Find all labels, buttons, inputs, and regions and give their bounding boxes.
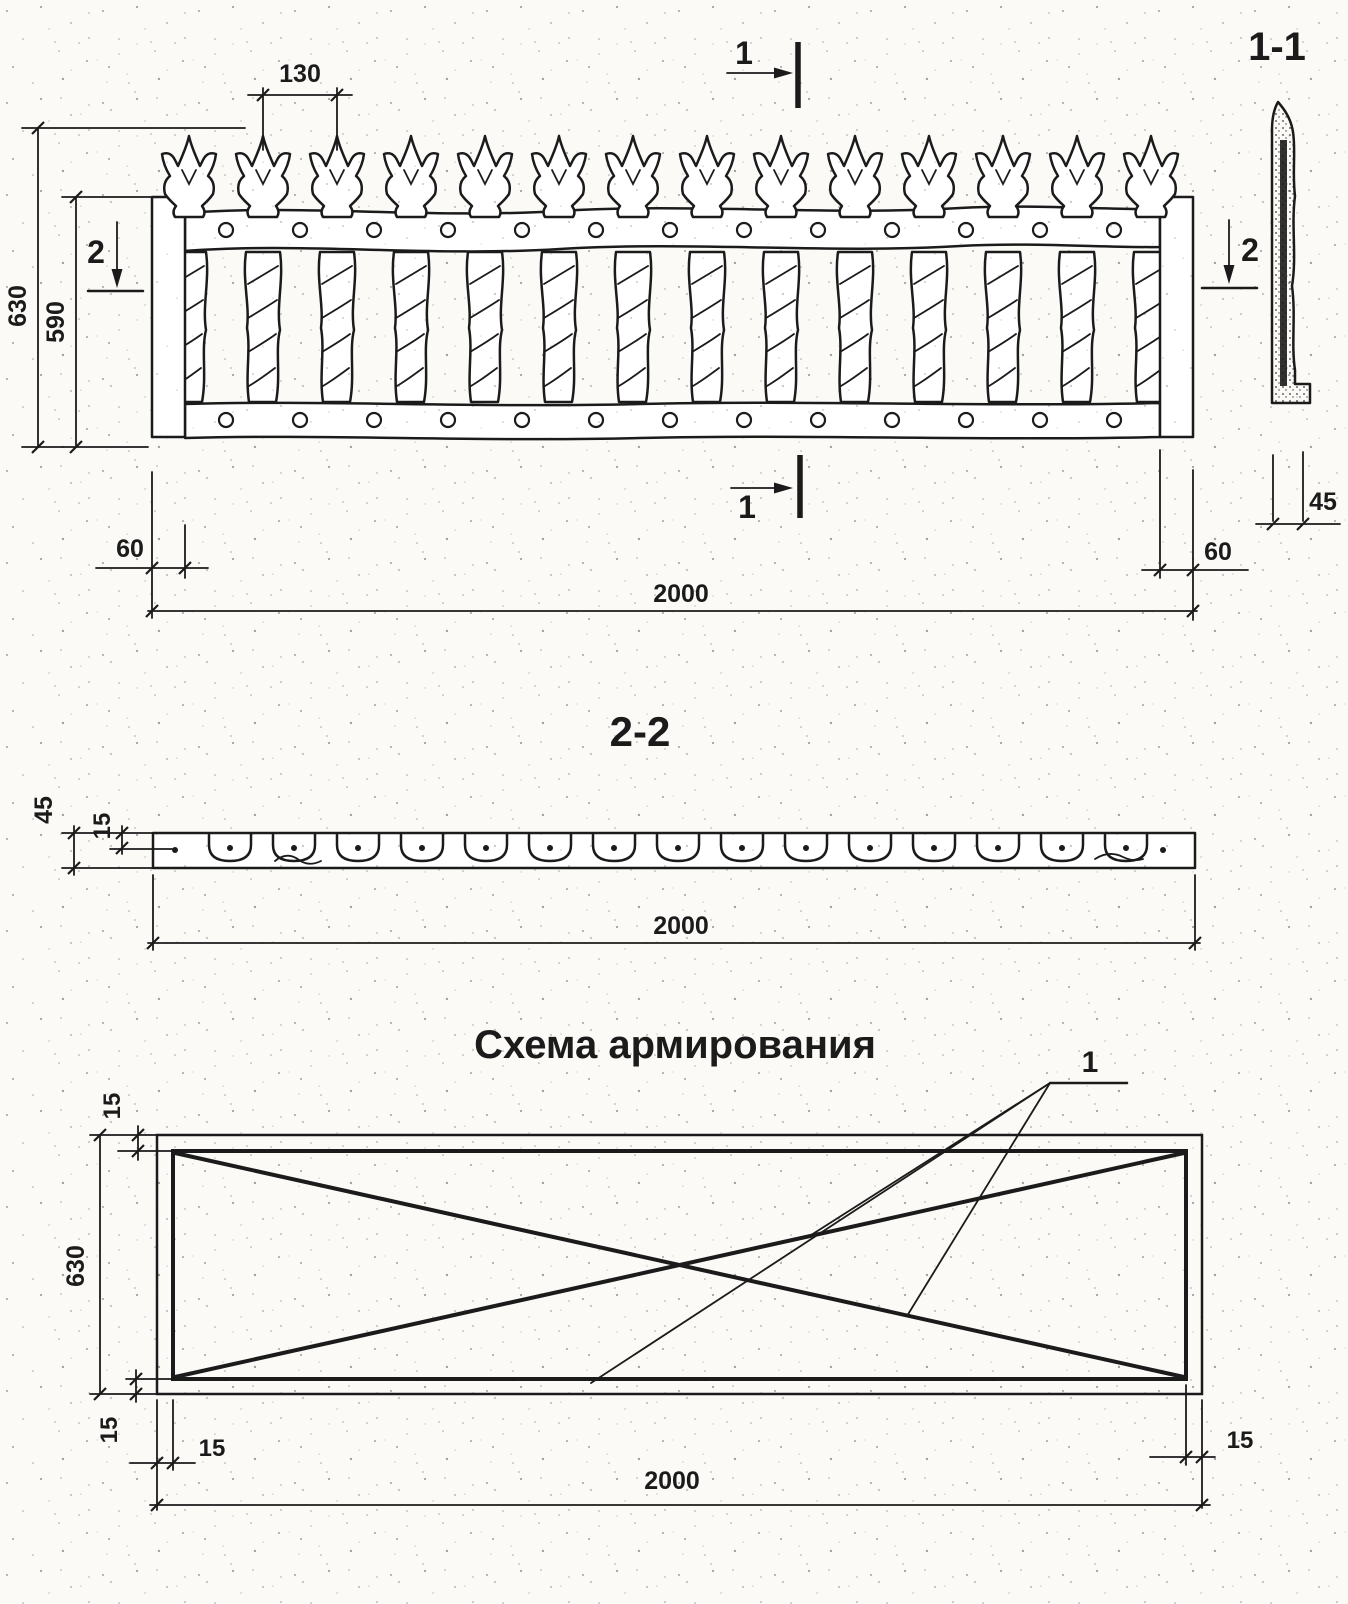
dim-15-label: 15 [89,812,116,840]
dim-60-label: 60 [1204,538,1232,566]
scheme-title: Схема армирования [474,1023,876,1067]
section-2-label: 2 [87,234,105,270]
dim-590-label: 590 [42,301,70,343]
dim-15-label: 15 [1226,1427,1254,1454]
dim-2000-label: 2000 [644,1467,700,1495]
section-1-label: 1 [735,35,753,71]
dim-130-label: 130 [279,60,321,88]
dim-15-label: 15 [198,1435,226,1462]
dim-15-label: 15 [96,1416,123,1444]
dim-15-label: 15 [99,1092,126,1120]
scan-noise [48,31,1348,1604]
dim-45-label: 45 [1309,488,1337,516]
dim-2000-label: 2000 [653,580,709,608]
section-2-2-title: 2-2 [609,708,671,755]
section-1-label: 1 [738,489,756,525]
section-1-1-title: 1-1 [1248,25,1306,69]
dim-60-label: 60 [116,535,144,563]
dim-2000-label: 2000 [653,912,709,940]
bar-mark-label: 1 [1081,1046,1099,1079]
dim-630-label: 630 [4,285,32,327]
dim-45-label: 45 [30,796,58,824]
section-2-label: 2 [1241,232,1259,268]
dim-630-label: 630 [62,1245,90,1287]
